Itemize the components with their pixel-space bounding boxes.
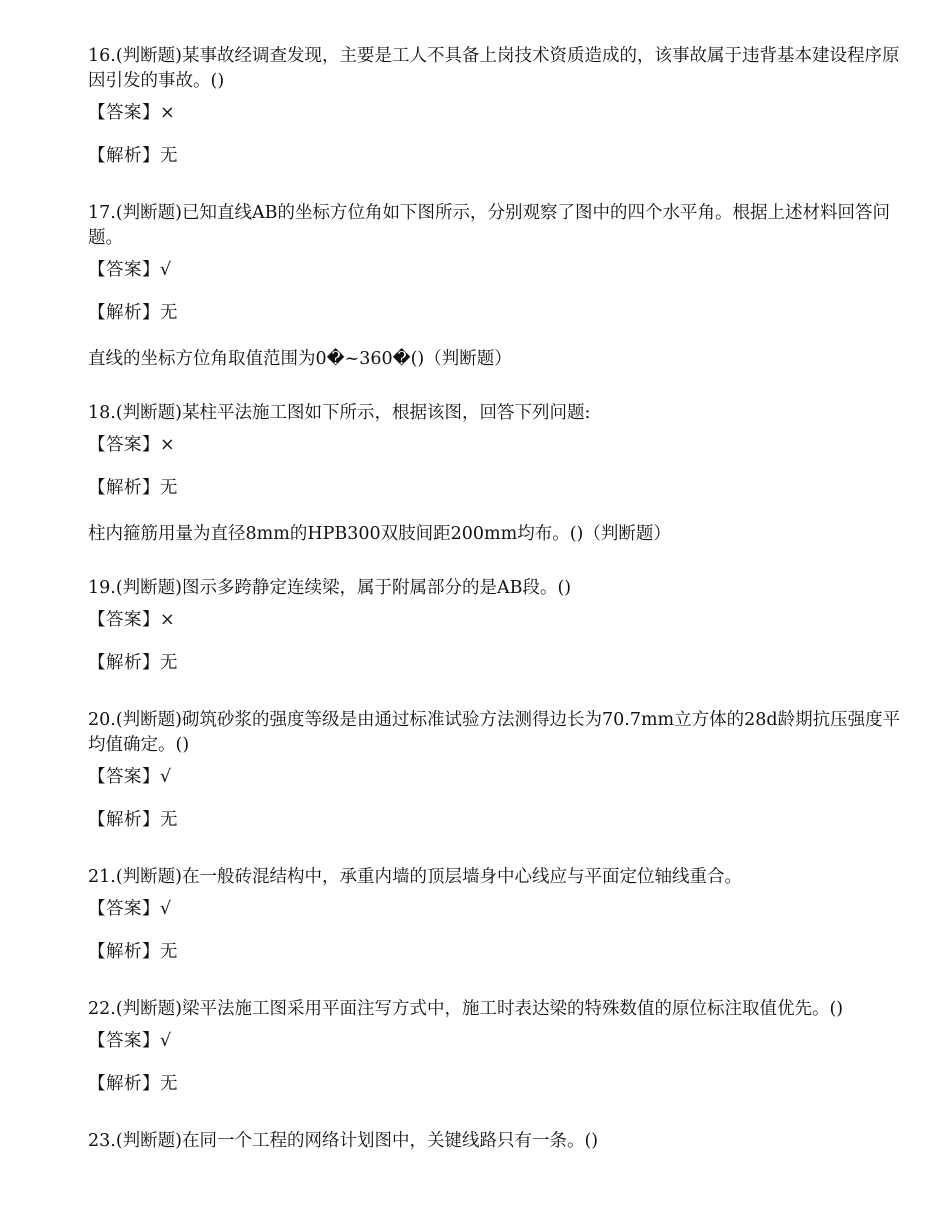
- answer-line: 【答案】×: [88, 435, 176, 455]
- explanation-line: 【解析】无: [88, 653, 178, 673]
- explanation-line: 【解析】无: [88, 942, 178, 962]
- question-text: 23.(判断题)在同一个工程的网络计划图中，关键线路只有一条。(): [88, 1131, 599, 1151]
- answer-line: 【答案】√: [88, 1031, 172, 1051]
- subquestion-text: 柱内箍筋用量为直径8mm的HPB300双肢间距200mm均布。()（判断题）: [88, 524, 671, 544]
- answer-line: 【答案】√: [88, 260, 172, 280]
- answer-line: 【答案】√: [88, 899, 172, 919]
- question-text: 21.(判断题)在一般砖混结构中，承重内墙的顶层墙身中心线应与平面定位轴线重合。: [88, 867, 742, 887]
- question-text: 16.(判断题)某事故经调查发现，主要是工人不具备上岗技术资质造成的，该事故属于违背基本建设程序原因引发的事故。(): [88, 46, 900, 91]
- explanation-line: 【解析】无: [88, 146, 178, 166]
- question-18: [88, 401, 908, 547]
- explanation-line: 【解析】无: [88, 1074, 178, 1094]
- explanation-line: 【解析】无: [88, 810, 178, 830]
- question-19: [88, 576, 908, 676]
- question-text: 18.(判断题)某柱平法施工图如下所示，根据该图，回答下列问题:: [88, 403, 591, 423]
- explanation-line: 【解析】无: [88, 478, 178, 498]
- question-text: 20.(判断题)砌筑砂浆的强度等级是由通过标准试验方法测得边长为70.7mm立方体的28d龄期抗压强度平均值确定。(): [88, 710, 901, 755]
- answer-line: 【答案】×: [88, 103, 176, 123]
- question-16: [88, 44, 908, 169]
- question-21: [88, 865, 908, 965]
- question-23: [88, 1129, 908, 1154]
- question-22: [88, 997, 908, 1097]
- answer-line: 【答案】×: [88, 610, 176, 630]
- question-text: 22.(判断题)梁平法施工图采用平面注写方式中，施工时表达梁的特殊数值的原位标注取值优先。(): [88, 999, 844, 1019]
- document-page: [88, 44, 908, 1154]
- answer-line: 【答案】√: [88, 767, 172, 787]
- question-20: [88, 708, 908, 833]
- question-17: [88, 201, 908, 372]
- question-text: 17.(判断题)已知直线AB的坐标方位角如下图所示，分别观察了图中的四个水平角。根据上述材料回答问题。: [88, 203, 890, 248]
- explanation-line: 【解析】无: [88, 303, 178, 323]
- question-text: 19.(判断题)图示多跨静定连续梁，属于附属部分的是AB段。(): [88, 578, 572, 598]
- subquestion-text: 直线的坐标方位角取值范围为0�~360�()（判断题）: [88, 349, 512, 369]
